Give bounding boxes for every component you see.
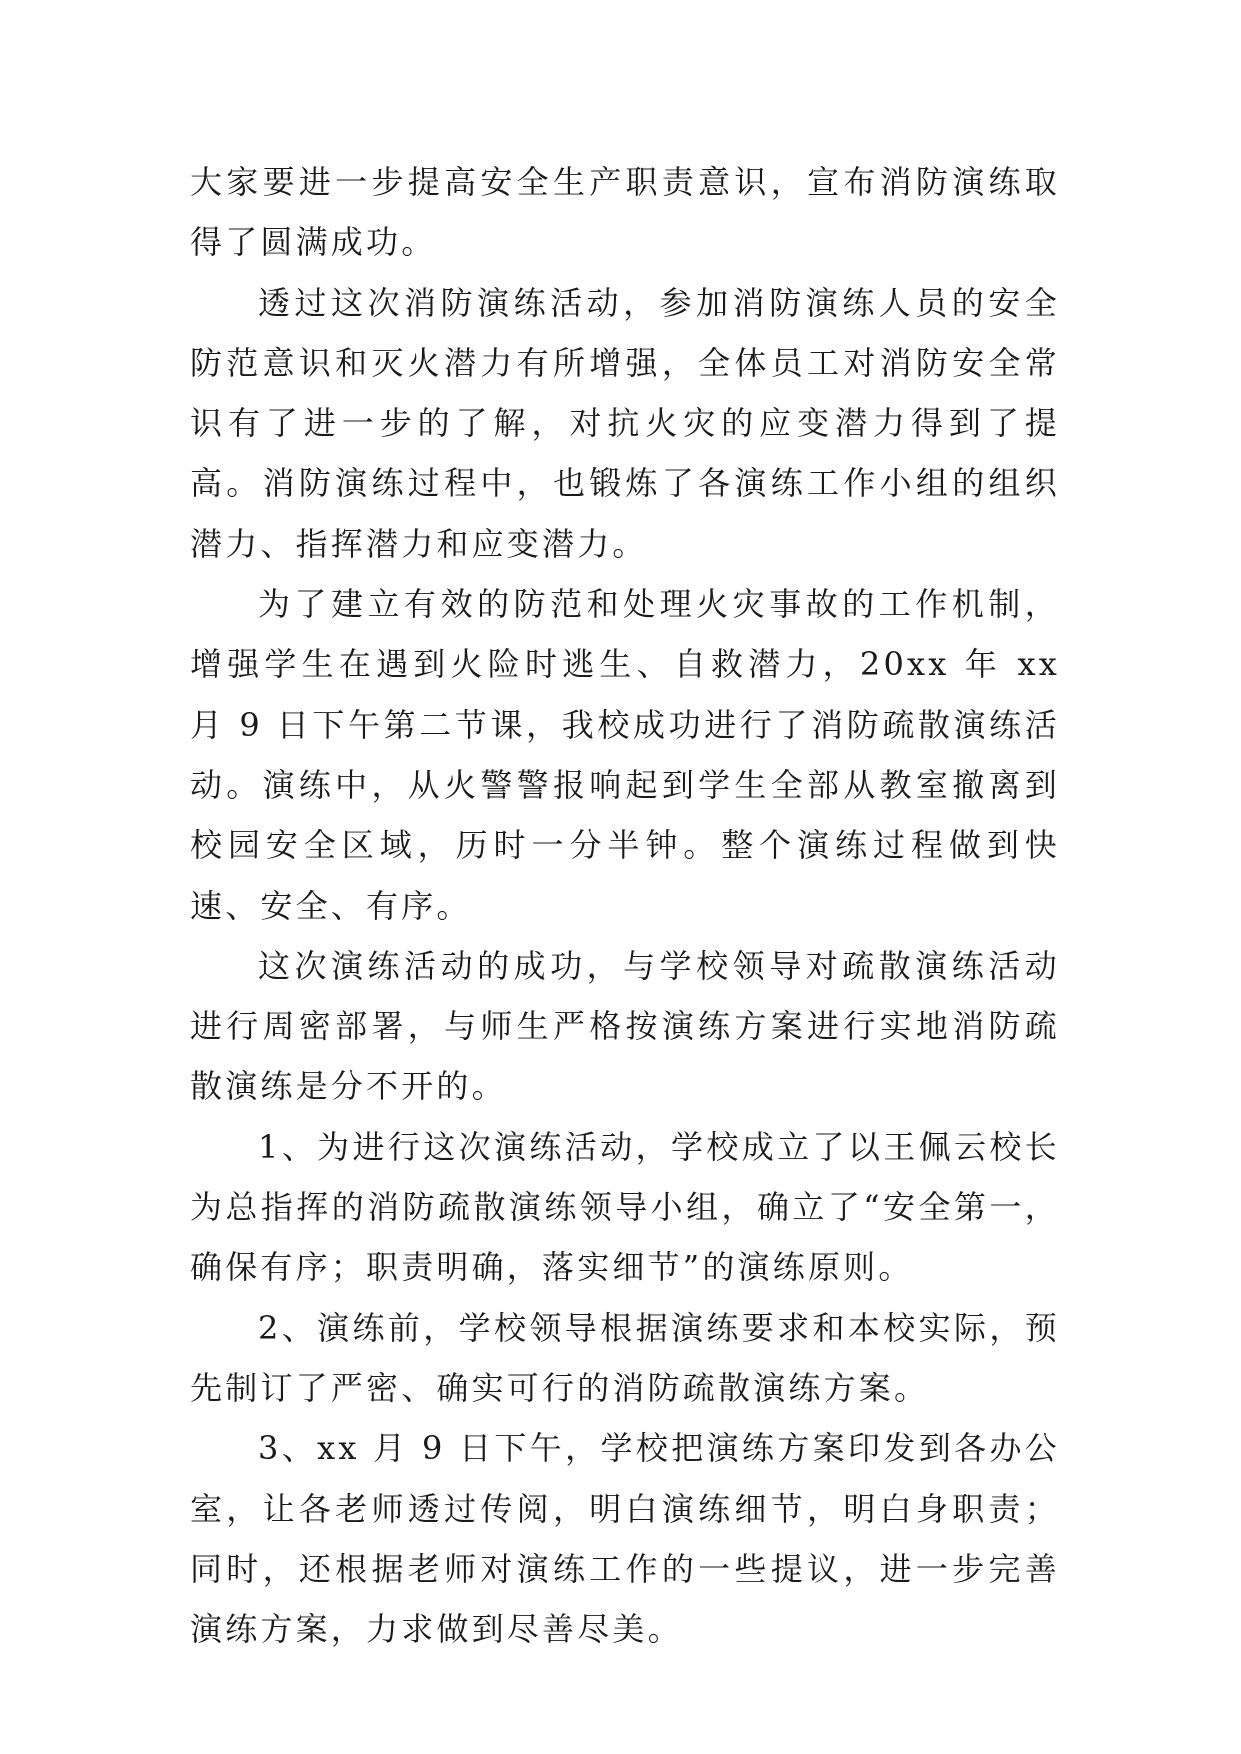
paragraph-4: 这次演练活动的成功，与学校领导对疏散演练活动进行周密部署，与师生严格按演练方案进行实地消防疏散演练是分不开的。 [190, 946, 1060, 1106]
paragraph-2: 透过这次消防演练活动，参加消防演练人员的安全防范意识和灭火潜力有所增强，全体员工对消防安全常识有了进一步的了解，对抗火灾的应变潜力得到了提高。消防演练过程中，也锻炼了各演练工作小组的组织潜力、指挥潜力和应变潜力。 [190, 283, 1060, 563]
paragraph-1: 大家要进一步提高安全生产职责意识，宣布消防演练取得了圆满成功。 [190, 163, 1060, 262]
paragraph-3: 为了建立有效的防范和处理火灾事故的工作机制，增强学生在遇到火险时逃生、自救潜力，20xx 年 xx 月 9 日下午第二节课，我校成功进行了消防疏散演练活动。演练中，从火警警报响起到学生全部从教室撤离到校园安全区域，历时一分半钟。整个演练过程做到快速、安全、有序。 [190, 585, 1060, 925]
document-body [190, 152, 1060, 1659]
paragraph-6: 2、演练前，学校领导根据演练要求和本校实际，预先制订了严密、确实可行的消防疏散演练方案。 [190, 1308, 1060, 1407]
paragraph-7: 3、xx 月 9 日下午，学校把演练方案印发到各办公室，让各老师透过传阅，明白演练细节，明白身职责；同时，还根据老师对演练工作的一些提议，进一步完善演练方案，力求做到尽善尽美。 [190, 1429, 1060, 1649]
paragraph-5: 1、为进行这次演练活动，学校成立了以王佩云校长为总指挥的消防疏散演练领导小组，确立了“安全第一，确保有序；职责明确，落实细节”的演练原则。 [190, 1127, 1060, 1287]
